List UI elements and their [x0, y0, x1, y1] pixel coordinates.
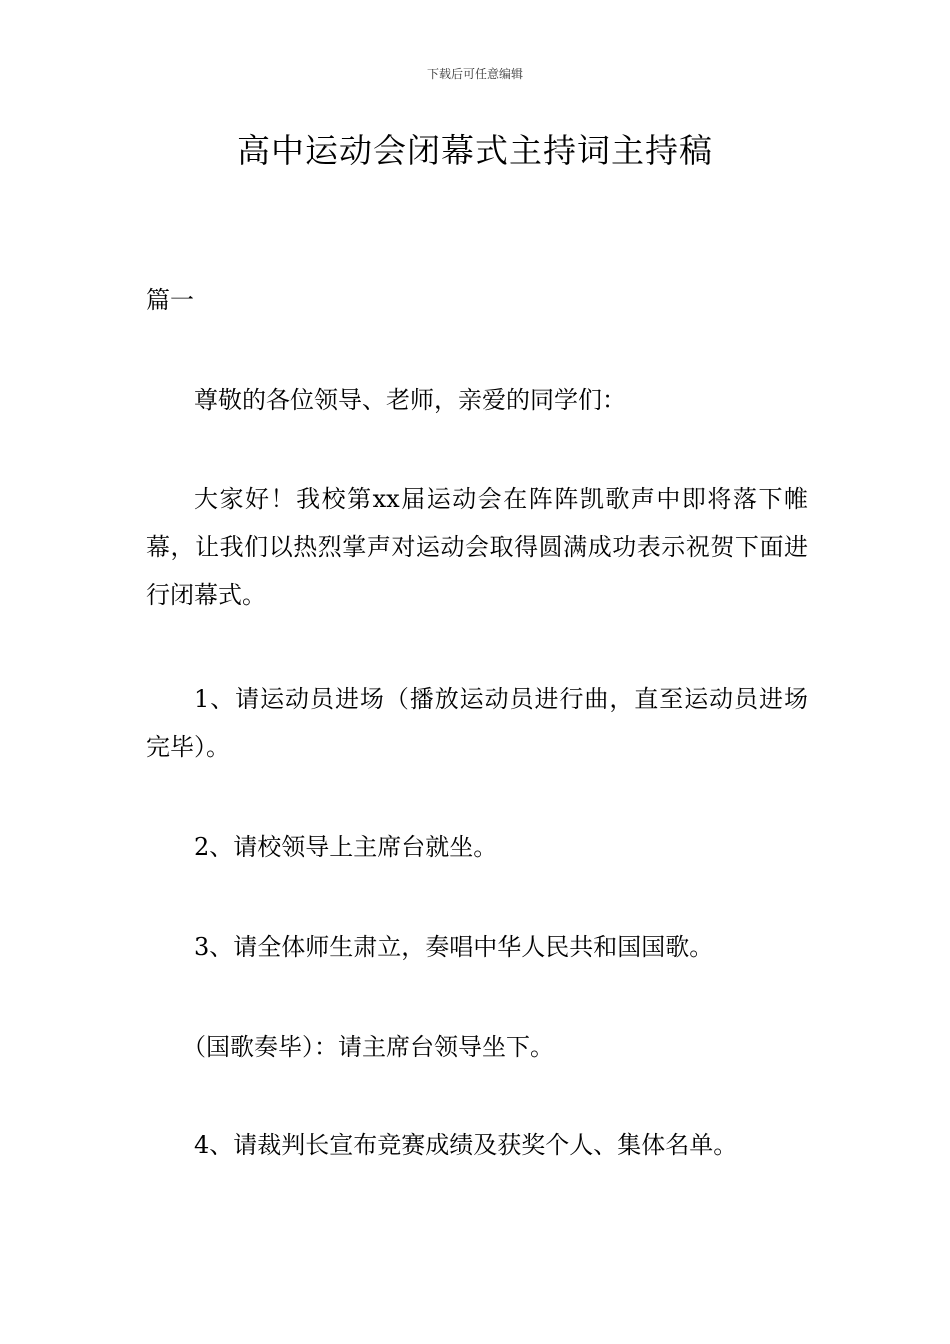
step-4-paragraph: 4、请裁判长宣布竞赛成绩及获奖个人、集体名单。 — [194, 1131, 738, 1159]
section-label: 篇一 — [146, 286, 194, 314]
step-2-paragraph: 2、请校领导上主席台就坐。 — [194, 833, 498, 861]
intro-paragraph: 大家好！我校第xx届运动会在阵阵凯歌声中即将落下帷幕，让我们以热烈掌声对运动会取得圆满成功表示祝贺下面进行闭幕式。 — [146, 485, 808, 609]
anthem-paragraph: （国歌奏毕）：请主席台领导坐下。 — [182, 1033, 554, 1061]
step-1-paragraph: 1、请运动员进场（播放运动员进行曲，直至运动员进场完毕）。 — [146, 685, 808, 761]
step-3-paragraph: 3、请全体师生肃立，奏唱中华人民共和国国歌。 — [194, 933, 714, 961]
greeting-paragraph: 尊敬的各位领导、老师，亲爱的同学们： — [194, 386, 626, 414]
header-note: 下载后可任意编辑 — [426, 67, 523, 81]
document-title: 高中运动会闭幕式主持词主持稿 — [237, 131, 713, 170]
